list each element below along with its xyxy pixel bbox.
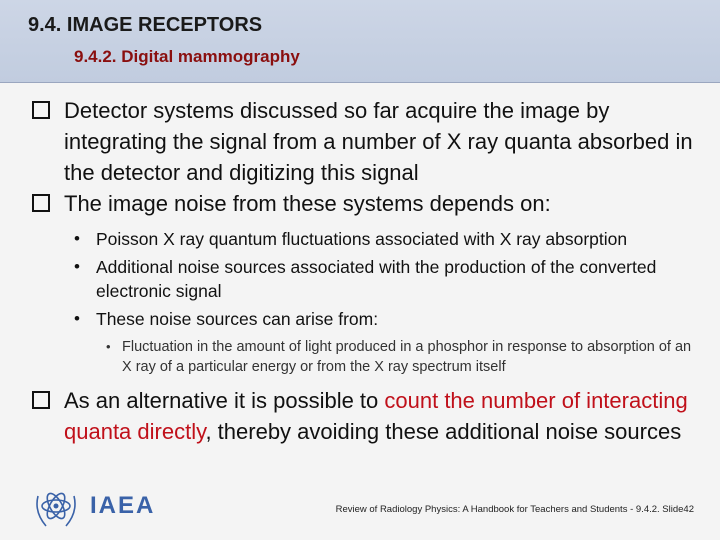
iaea-logo-text: IAEA (90, 492, 156, 519)
bullet-count-quanta (30, 385, 700, 447)
dot-bullet-icon: • (74, 309, 80, 328)
bullet-text-part1: As an alternative it is possible to (64, 388, 385, 413)
checkbox-bullet-icon (32, 194, 50, 212)
subbullet-additional-noise (74, 255, 700, 303)
dot-bullet-icon: • (74, 257, 80, 276)
subbullet-poisson (74, 227, 700, 251)
dot-bullet-icon: • (106, 339, 111, 354)
bullet-text: The image noise from these systems depends on: (64, 191, 551, 216)
subbullet-text: Additional noise sources associated with the production of the converted electronic signal (96, 257, 657, 301)
footer-citation: Review of Radiology Physics: A Handbook for Teachers and Students - 9.4.2. Slide42 (335, 504, 694, 515)
subbullet-noise-sources (74, 307, 700, 331)
subbullet-text: These noise sources can arise from: (96, 309, 379, 329)
dot-bullet-icon: • (74, 229, 80, 248)
iaea-logo (30, 482, 160, 532)
slide-title: 9.4. IMAGE RECEPTORS (28, 14, 263, 36)
checkbox-bullet-icon (32, 391, 50, 409)
subsubbullet-fluctuation (106, 337, 700, 377)
atom-wreath-icon (30, 482, 82, 534)
subbullet-text: Poisson X ray quantum fluctuations associated with X ray absorption (96, 229, 628, 249)
bullet-text-highlight: count the number of interacting quanta directly (64, 388, 688, 444)
slide-body (30, 95, 700, 447)
slide-header (0, 0, 720, 83)
bullet-text: Detector systems discussed so far acquire the image by integrating the signal from a number of X ray quanta absorbed in the detector and digitizing this signal (64, 98, 693, 185)
bullet-image-noise (30, 188, 700, 219)
slide-subtitle: 9.4.2. Digital mammography (74, 47, 300, 66)
bullet-text-part3: , thereby avoiding these additional noise sources (205, 419, 682, 444)
bullet-detector-systems (30, 95, 700, 188)
checkbox-bullet-icon (32, 101, 50, 119)
subsubbullet-text: Fluctuation in the amount of light produced in a phosphor in response to absorption of an X ray of a particular energy or from the X ray spectrum itself (122, 339, 692, 375)
